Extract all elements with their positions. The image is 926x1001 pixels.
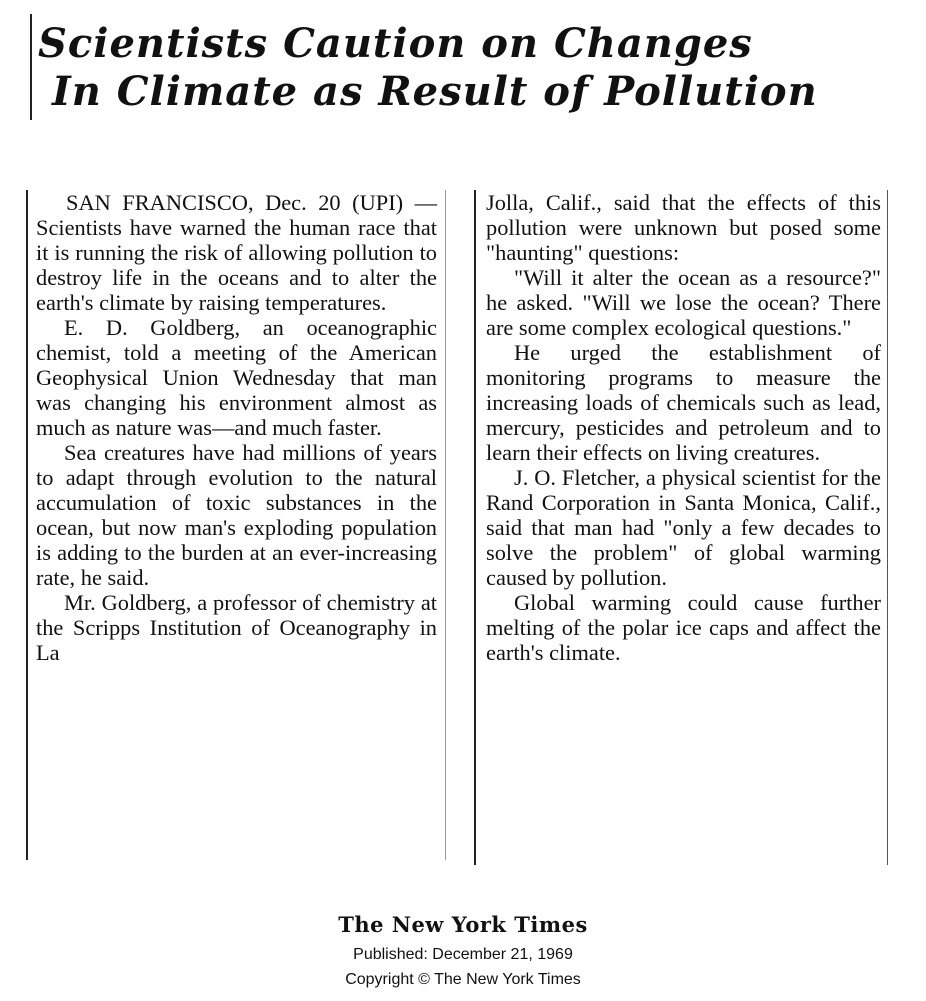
- article-column-right: [474, 190, 888, 865]
- paragraph-global-warming: Global warming could cause further melting of the polar ice caps and affect the earth's climate.: [486, 590, 881, 665]
- paragraph-professor: Mr. Goldberg, a professor of chemistry at the Scripps Institution of Oceanography in La: [36, 590, 437, 665]
- paragraph-dateline: SAN FRANCISCO, Dec. 20 (UPI) — Scientists have warned the human race that it is running the risk of allowing pollution to destroy life in the oceans and to alter the earth's climate by raising temperatures.: [36, 190, 437, 315]
- headline-line-2: In Climate as Result of Pollution: [52, 68, 818, 115]
- paragraph-fletcher: J. O. Fletcher, a physical scientist for the Rand Corporation in Santa Monica, Calif., said that man had "only a few decades to solve the problem" of global warming caused by pollution.: [486, 465, 881, 590]
- headline: [30, 14, 910, 120]
- published-date: Published: December 21, 1969: [353, 946, 573, 963]
- paragraph-monitoring: He urged the establishment of monitoring programs to measure the increasing loads of chemicals such as lead, mercury, pesticides and petroleum and to learn their effects on living creatures.: [486, 340, 881, 465]
- paragraph-sea-creatures: Sea creatures have had millions of years to adapt through evolution to the natural accumulation of toxic substances in the ocean, but now man's exploding population is adding to the burden at an ever-increasing rate, he said.: [36, 440, 437, 590]
- paragraph-quote: "Will it alter the ocean as a resource?" he asked. "Will we lose the ocean? There are some complex ecological questions.": [486, 265, 881, 340]
- paragraph-continuation: Jolla, Calif., said that the effects of this pollution were unknown but posed some "haunting" questions:: [486, 190, 881, 265]
- article-column-left: [26, 190, 446, 860]
- headline-line-1: Scientists Caution on Changes: [38, 20, 753, 67]
- copyright-notice: Copyright © The New York Times: [345, 971, 581, 988]
- nyt-masthead-logo: The New York Times: [338, 912, 588, 937]
- paragraph-goldberg: E. D. Goldberg, an oceanographic chemist, told a meeting of the American Geophysical Union Wednesday that man was changing his environment almost as much as nature was—and much faster.: [36, 315, 437, 440]
